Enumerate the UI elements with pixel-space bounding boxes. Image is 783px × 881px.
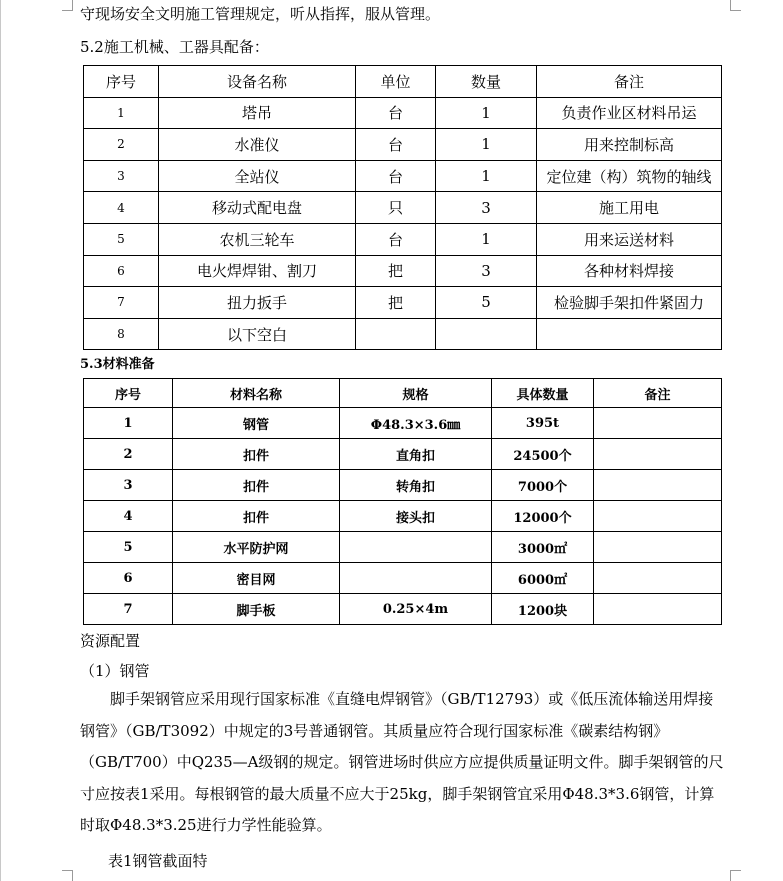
material-cell: 2 — [84, 439, 173, 470]
equipment-cell: 把 — [356, 287, 436, 319]
equipment-cell — [436, 318, 537, 350]
material-table-row — [84, 594, 722, 625]
material-cell: 1 — [84, 408, 173, 439]
equipment-cell: 1 — [84, 97, 159, 129]
equipment-cell: 各种材料焊接 — [537, 255, 722, 287]
equipment-cell: 检验脚手架扣件紧固力 — [537, 287, 722, 319]
equipment-table-row — [84, 287, 722, 319]
equipment-cell: 用来运送材料 — [537, 223, 722, 255]
equipment-cell: 用来控制标高 — [537, 129, 722, 161]
material-cell: 钢管 — [173, 408, 340, 439]
steel-pipe-paragraph: 脚手架钢管应采用现行国家标准《直缝电焊钢管》（GB/T12793）或《低压流体输送用焊接钢管》（GB/T3092）中规定的3号普通钢管。其质量应符合现行国家标准《碳素结构钢》（GB/T700）中Q235—A级钢的规定。钢管进场时供应方应提供质量证明文件。脚手架钢管的尺寸应按表1采用。每根钢管的最大质量不应大于25kg，脚手架钢管宜采用Φ48.3*3.6钢管，计算时取Φ48.3*3.25进行力学性能验算。 — [80, 690, 724, 834]
equipment-cell: 3 — [436, 192, 537, 224]
equipment-table-row — [84, 160, 722, 192]
material-cell: Φ48.3×3.6㎜ — [340, 408, 492, 439]
equipment-cell: 5 — [84, 223, 159, 255]
equipment-header-cell: 数量 — [436, 66, 537, 98]
material-cell: 接头扣 — [340, 501, 492, 532]
material-cell: 7000个 — [492, 470, 594, 501]
material-cell: 7 — [84, 594, 173, 625]
material-cell: 5 — [84, 532, 173, 563]
section-5-3-heading: 5.3材料准备 — [80, 357, 155, 372]
material-header-cell: 序号 — [84, 379, 173, 408]
material-table-row — [84, 439, 722, 470]
material-header-cell: 备注 — [594, 379, 722, 408]
material-header-cell: 材料名称 — [173, 379, 340, 408]
equipment-table-row — [84, 318, 722, 350]
material-cell — [340, 532, 492, 563]
material-cell — [340, 563, 492, 594]
equipment-cell: 电火焊焊钳、割刀 — [159, 255, 356, 287]
equipment-cell: 3 — [436, 255, 537, 287]
material-table-row — [84, 563, 722, 594]
page-edge — [0, 0, 1, 881]
material-cell: 扣件 — [173, 439, 340, 470]
material-header-cell: 规格 — [340, 379, 492, 408]
section-5-2-heading: 5.2施工机械、工器具配备： — [80, 38, 269, 56]
material-table-row — [84, 501, 722, 532]
material-cell: 24500个 — [492, 439, 594, 470]
equipment-table-row — [84, 97, 722, 129]
material-cell: 3 — [84, 470, 173, 501]
equipment-cell: 以下空白 — [159, 318, 356, 350]
equipment-table-row — [84, 223, 722, 255]
equipment-cell: 只 — [356, 192, 436, 224]
equipment-header-cell: 序号 — [84, 66, 159, 98]
equipment-cell: 台 — [356, 223, 436, 255]
equipment-cell: 1 — [436, 129, 537, 161]
equipment-cell: 1 — [436, 223, 537, 255]
material-cell: 扣件 — [173, 501, 340, 532]
equipment-cell: 2 — [84, 129, 159, 161]
equipment-cell: 8 — [84, 318, 159, 350]
equipment-cell: 施工用电 — [537, 192, 722, 224]
material-cell: 6 — [84, 563, 173, 594]
equipment-cell: 塔吊 — [159, 97, 356, 129]
margin-corner-mark — [62, 0, 73, 11]
equipment-cell: 把 — [356, 255, 436, 287]
material-cell — [594, 501, 722, 532]
equipment-header-cell: 备注 — [537, 66, 722, 98]
equipment-cell: 扭力扳手 — [159, 287, 356, 319]
material-cell — [594, 439, 722, 470]
material-cell: 0.25×4m — [340, 594, 492, 625]
equipment-cell: 台 — [356, 129, 436, 161]
material-table-row — [84, 408, 722, 439]
equipment-table — [83, 65, 722, 350]
equipment-table-row — [84, 129, 722, 161]
material-cell: 水平防护网 — [173, 532, 340, 563]
equipment-cell — [537, 318, 722, 350]
material-cell: 1200块 — [492, 594, 594, 625]
equipment-cell: 定位建（构）筑物的轴线 — [537, 160, 722, 192]
equipment-cell: 台 — [356, 97, 436, 129]
material-cell — [594, 532, 722, 563]
material-cell: 395t — [492, 408, 594, 439]
margin-corner-mark — [730, 0, 741, 11]
equipment-cell: 4 — [84, 192, 159, 224]
material-cell: 6000㎡ — [492, 563, 594, 594]
top-line-text: 守现场安全文明施工管理规定，听从指挥，服从管理。 — [80, 5, 441, 23]
material-table-row — [84, 532, 722, 563]
equipment-cell: 全站仪 — [159, 160, 356, 192]
equipment-cell: 农机三轮车 — [159, 223, 356, 255]
table-1-caption: 表1钢管截面特 — [108, 852, 208, 870]
material-table-header-row — [84, 379, 722, 408]
material-cell: 转角扣 — [340, 470, 492, 501]
material-cell — [594, 408, 722, 439]
material-table-row — [84, 470, 722, 501]
material-cell — [594, 470, 722, 501]
material-cell: 12000个 — [492, 501, 594, 532]
material-cell: 4 — [84, 501, 173, 532]
equipment-cell: 7 — [84, 287, 159, 319]
resource-heading: 资源配置 — [80, 632, 141, 650]
material-cell: 扣件 — [173, 470, 340, 501]
material-cell: 3000㎡ — [492, 532, 594, 563]
equipment-cell: 1 — [436, 97, 537, 129]
material-cell: 脚手板 — [173, 594, 340, 625]
equipment-cell: 5 — [436, 287, 537, 319]
steel-pipe-heading: （1）钢管 — [80, 662, 150, 680]
equipment-table-header-row — [84, 66, 722, 98]
material-table — [83, 378, 722, 625]
equipment-cell: 6 — [84, 255, 159, 287]
material-cell: 密目网 — [173, 563, 340, 594]
equipment-cell: 3 — [84, 160, 159, 192]
equipment-cell: 水准仪 — [159, 129, 356, 161]
equipment-table-row — [84, 255, 722, 287]
material-cell: 直角扣 — [340, 439, 492, 470]
equipment-cell — [356, 318, 436, 350]
margin-corner-mark — [62, 870, 73, 881]
equipment-cell: 负责作业区材料吊运 — [537, 97, 722, 129]
material-cell — [594, 594, 722, 625]
margin-corner-mark — [730, 870, 741, 881]
equipment-cell: 台 — [356, 160, 436, 192]
material-cell — [594, 563, 722, 594]
equipment-table-row — [84, 192, 722, 224]
equipment-header-cell: 单位 — [356, 66, 436, 98]
equipment-cell: 移动式配电盘 — [159, 192, 356, 224]
equipment-cell: 1 — [436, 160, 537, 192]
material-header-cell: 具体数量 — [492, 379, 594, 408]
equipment-header-cell: 设备名称 — [159, 66, 356, 98]
